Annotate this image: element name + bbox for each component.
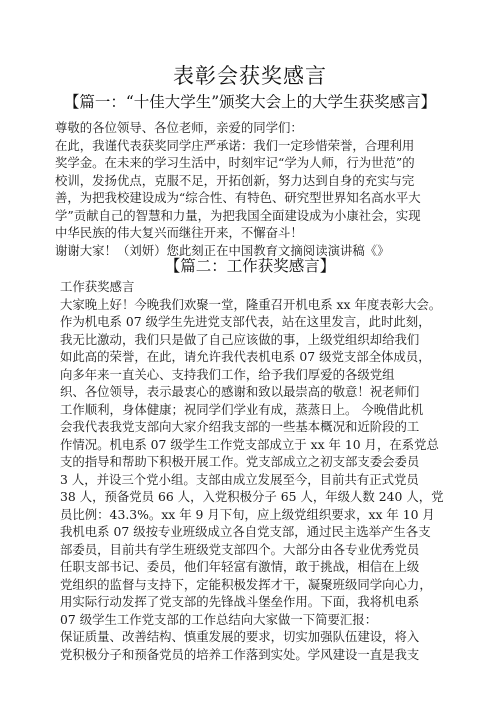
pledge-paragraph: 在此，我谨代表获奖同学庄严承诺：我们一定珍惜荣誉，合理利用 奖学金。在未来的学习生活中，时刻牢记“学为人师，行为世范”的 校训，发扬优点，克服不足，开拓创新，努力达到自身的充实与完 善，为把我校建设成为“综合性、有特色、研究型世界知名高水平大 学”贡献自己的智慧和力量，为把我国全面建设成为小康社会，实现 中华民族的伟大复兴而继往开来，不懈奋斗！ [55,137,421,240]
section-body-2 [60,278,465,663]
speech-paragraph: 大家晚上好！今晚我们欢聚一堂，隆重召开机电系 xx 年度表彰大会。 作为机电系 07 级学生先进党支部代表，站在这里发言，此时此刻， 我无比激动，我们只是做了自己应该做的事，上级党组织却给我们 如此高的荣誉，在此，请允许我代表机电系 07 级党支部全体成员， 向多年来一直关心、支持我们工作，给予我们厚爱的各级党组 织、各位领导，表示最衷心的感谢和致以最崇高的敬意！祝老师们 工作顺利，身体健康；祝同学们学业有成，蒸蒸日上。 今晚借此机 会我代表我党支部向大家介绍我支部的一些基本概况和近阶段的工 作情况。机电系 07 级学生工作党支部成立于 xx 年 10 月，在系党总 支的指导和帮助下积极开展工作。党支部成立之初支部支委会委员 3 人，并设三个党小组。支部由成立发展至今，目前共有正式党员 38 人，预备党员 66 人，入党积极分子 65 人，年级人数 240 人，党 员比例：43.3%。xx 年 9 月下旬，应上级党组织要求，xx 年 10 月 我机电系 07 级按专业班级成立各自党支部，通过民主选举产生各支 部委员，目前共有学生班级党支部四个。大部分由各专业优秀党员 任职支部书记、委员，他们年轻富有激情，敢于挑战，相信在上级 党组织的监督与支持下，定能积极发挥才干，凝聚班级同学向心力， 用实际行动发挥了党支部的先锋战斗堡垒作用。下面，我将机电系 07 级学生工作党支部的工作总结向大家做一下简要汇报： 保证质量、改善结构、慎重发展的要求，切实加强队伍建设，将入 党积极分子和预备党员的培养工作落到实处。学风建设一直是我支 [60,296,444,662]
section-body-1 [55,119,460,259]
subsection-title: 工作获奖感言 [60,279,135,294]
salutation-paragraph: 尊敬的各位领导、各位老师，亲爱的同学们： [55,120,303,135]
document-title: 表彰会获奖感言 [173,64,327,88]
closing-paragraph: 谢谢大家！（刘妍）您此刻正在中国教育文摘阅读演讲稿《》 [55,242,390,258]
section-heading-2: 【篇二：工作获奖感言】 [164,257,336,275]
section-heading-1: 【篇一：“十佳大学生”颁奖大会上的大学生获奖感言】 [63,93,437,111]
